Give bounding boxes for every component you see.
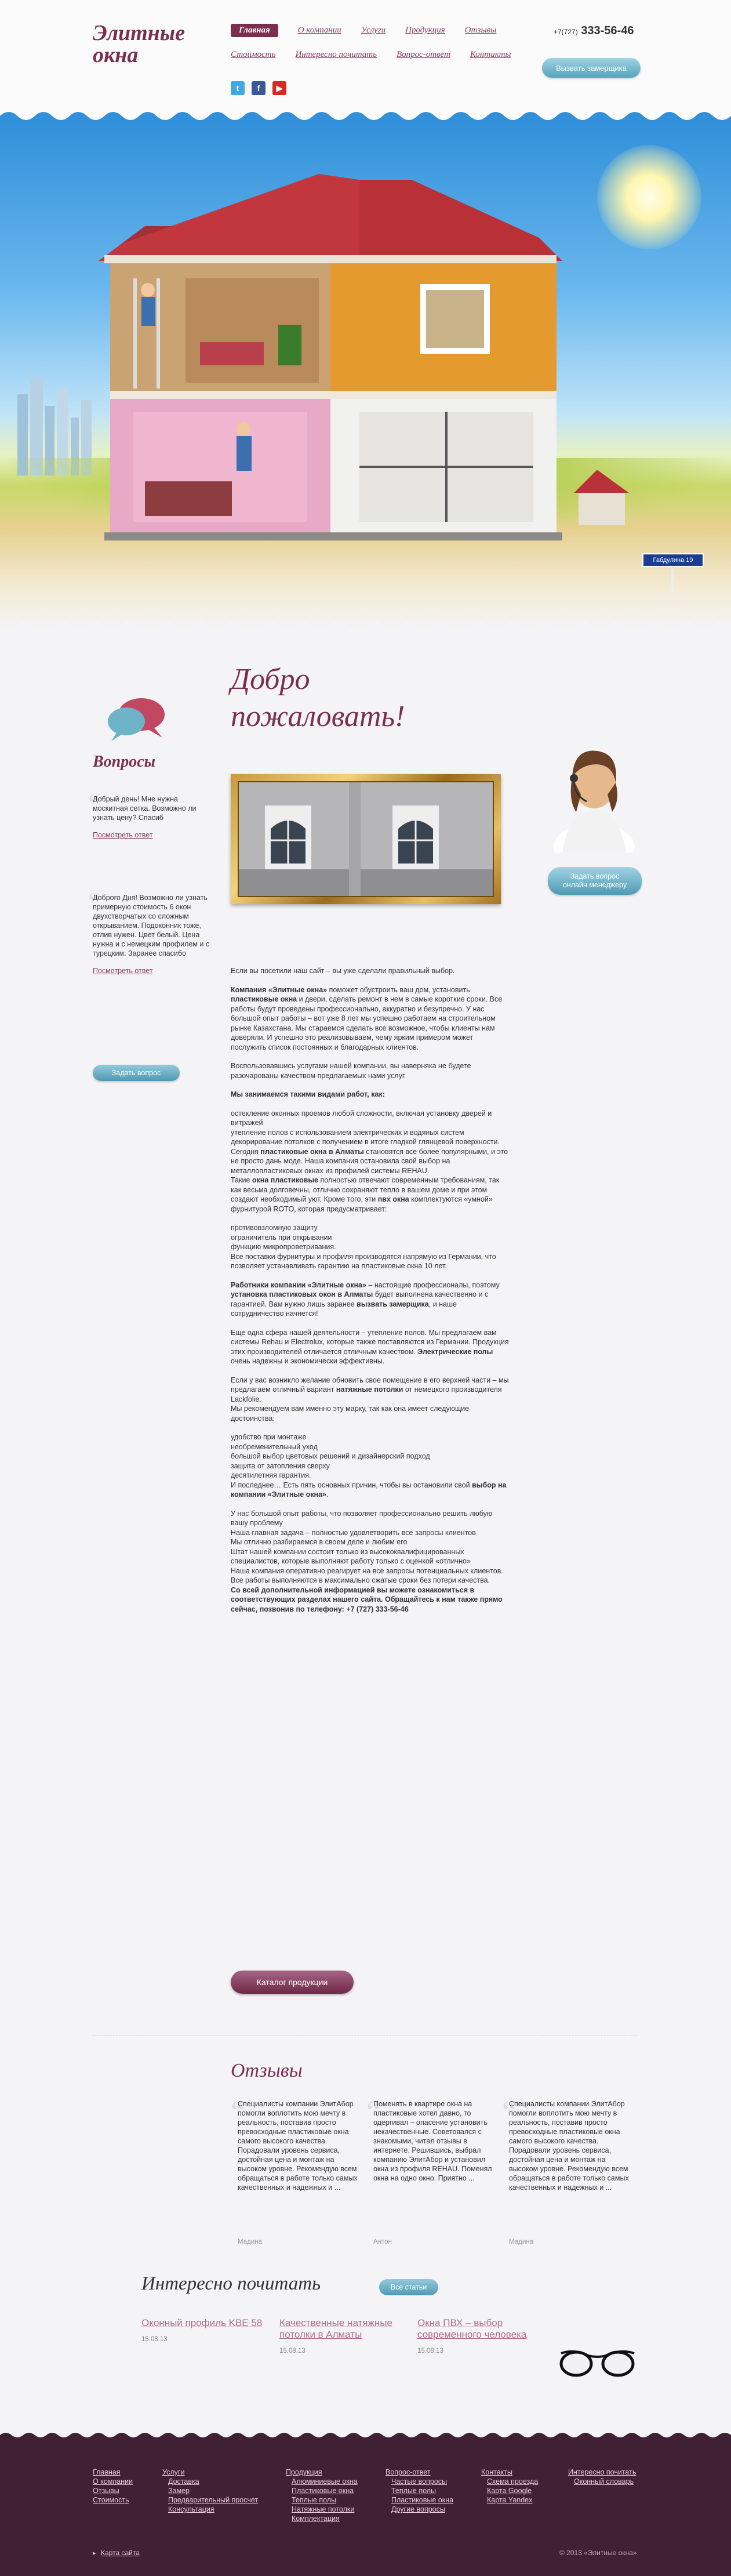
callback-button[interactable]: Вызвать замерщика bbox=[542, 58, 641, 78]
question-text: Доброго Дня! Возможно ли узнать примерную стоимость 6 окон двухстворчатых со сложным открыванием. Подоконник тоже, отлив нужен. Цвет белый. Цена нужна и с немецким профилем и с турецким. Заранее спасибо bbox=[93, 894, 210, 957]
review-author: Мадина bbox=[509, 2238, 533, 2245]
social-links bbox=[231, 81, 286, 95]
footer-col-products bbox=[286, 2468, 358, 2523]
quote-icon: “ bbox=[502, 2094, 517, 2130]
article-paragraph bbox=[231, 1080, 509, 1090]
logo-line1: Элитные bbox=[93, 21, 185, 45]
nav-reviews[interactable]: Отзывы bbox=[464, 26, 497, 35]
review-text: Поменять в квартире окна на пластиковые хотел давно, то одергивал – опасение установить некачественные. Советовался с знакомыми, читал отзывы в интернете. Решившись, выбрал компанию ЭлитАбор и установил окна из профиля REHAU. Поменял окна на одно окно. Приятно ... bbox=[373, 2100, 492, 2182]
article-paragraph: Еще одна сфера нашей деятельности – утепление полов. Мы предлагаем вам системы Rehau и Electrolux, которые также поставляются из Германии. Продукция этих производителей отличается отличным качеством. Электрические полы очень надежны и экономически эффективны. bbox=[231, 1328, 509, 1365]
article-paragraph: Воспользовавшись услугами нашей компании, вы наверняка не будете разочарованы качеством предлагаемых нами услуг. bbox=[231, 1062, 471, 1080]
building-photo-frame bbox=[231, 774, 501, 904]
article-paragraph: Наша компания оперативно реагирует на все запросы потенциальных клиентов. Все работы выполняются в максимально сжатые сроки без потери качества. bbox=[231, 1566, 503, 1584]
nav-about[interactable]: О компании bbox=[297, 26, 341, 35]
review-card bbox=[231, 2094, 362, 2256]
article-paragraph: Со всей дополнительной информацией вы можете ознакомиться в соответствующих разделах нашего сайта. Обращайтесь к нам также прямо сейчас, позвонив по телефону: +7 (727) 333-56-46 bbox=[231, 1585, 503, 1613]
chat-bubbles-icon bbox=[106, 696, 169, 742]
logo[interactable] bbox=[93, 22, 185, 66]
hero-top-wave bbox=[0, 110, 731, 125]
article-paragraph: большой выбор цветовых решений и дизайнерский подход bbox=[231, 1452, 430, 1460]
article-paragraph: ограничитель при открывании bbox=[231, 1233, 332, 1242]
footer-link[interactable]: Доставка bbox=[168, 2477, 199, 2486]
review-card bbox=[502, 2094, 633, 2256]
view-answer-link[interactable]: Посмотреть ответ bbox=[93, 967, 153, 975]
nav-products[interactable]: Продукция bbox=[405, 26, 445, 35]
article-card bbox=[417, 2317, 547, 2354]
article-paragraph: Если вы посетили наш сайт – вы уже сделали правильный выбор. bbox=[231, 967, 455, 975]
footer-link[interactable]: Теплые полы bbox=[391, 2487, 437, 2495]
footer-col-services bbox=[162, 2468, 258, 2514]
footer-heading-link[interactable]: Интересно почитать bbox=[568, 2468, 637, 2476]
twitter-icon[interactable]: t bbox=[231, 81, 245, 95]
nav-services[interactable]: Услуги bbox=[361, 26, 386, 35]
article-link[interactable]: Оконный профиль KBE 58 bbox=[141, 2317, 263, 2328]
online-manager-button[interactable] bbox=[548, 867, 642, 895]
nav-articles[interactable]: Интересно почитать bbox=[295, 50, 377, 59]
footer-sitemap bbox=[93, 2549, 140, 2557]
article-card bbox=[279, 2317, 409, 2354]
footer-link[interactable]: Отзывы bbox=[93, 2487, 119, 2495]
main-nav-row1 bbox=[231, 26, 516, 37]
all-articles-button[interactable]: Все статьи bbox=[379, 2279, 438, 2295]
footer-link[interactable]: Карта Yandex bbox=[487, 2496, 533, 2504]
article-paragraph bbox=[231, 1500, 509, 1509]
footer-col-main bbox=[93, 2468, 133, 2505]
online-manager-line1: Задать вопрос bbox=[570, 872, 620, 880]
article-paragraph: противовзломную защиту bbox=[231, 1224, 318, 1232]
article-paragraph: Наша главная задача – полностью удовлетворить все запросы клиентов bbox=[231, 1528, 476, 1537]
article-paragraph bbox=[231, 976, 509, 985]
quote-icon: “ bbox=[231, 2094, 245, 2130]
article-paragraph bbox=[231, 1100, 509, 1109]
sidebar-title: Вопросы bbox=[93, 753, 156, 771]
quote-icon: “ bbox=[88, 887, 101, 917]
ask-question-button[interactable]: Задать вопрос bbox=[93, 1065, 180, 1081]
online-manager-line2: онлайн менеджеру bbox=[562, 881, 627, 889]
footer-link[interactable]: Главная bbox=[93, 2468, 121, 2476]
youtube-icon[interactable]: ▶ bbox=[272, 81, 286, 95]
article-paragraph: Такие окна пластиковые полностью отвечают современным требованиям, так как весьма долговечны, отлично сохраняют тепло в вашем доме и при этом создают необходимый уют. Кроме того, эти пвх окна комплектуются «умной» фурнитурой ROTO, которая предусматривает: bbox=[231, 1176, 500, 1213]
footer-link[interactable]: Замер bbox=[168, 2487, 190, 2495]
article-paragraph: И последнее… Есть пять основных причин, чтобы вы остановили свой выбор на компании «Элитные окна». bbox=[231, 1481, 507, 1499]
footer-link[interactable]: Пластиковые окна bbox=[391, 2496, 454, 2504]
quote-icon: “ bbox=[366, 2094, 381, 2130]
operator-avatar bbox=[551, 736, 638, 852]
hero-banner bbox=[0, 110, 731, 632]
nav-contacts[interactable]: Контакты bbox=[470, 50, 511, 59]
article-link[interactable]: Окна ПВХ – выбор современного человека bbox=[417, 2317, 527, 2340]
footer-link[interactable]: Предварительный просчет bbox=[168, 2496, 259, 2504]
footer-col-contacts bbox=[481, 2468, 538, 2505]
question-item bbox=[88, 887, 214, 975]
article-paragraph: Штат нашей компании состоит только из высококвалифицированных специалистов, которые выполняют работу только с оценкой «отлично» bbox=[231, 1547, 471, 1565]
facebook-icon[interactable]: f bbox=[252, 81, 266, 95]
phone-number bbox=[554, 24, 634, 38]
footer-link[interactable]: Пластиковые окна bbox=[292, 2487, 354, 2495]
footer-heading-link[interactable]: Продукция bbox=[286, 2468, 322, 2476]
copyright: © 2013 «Элитные окна» bbox=[559, 2549, 637, 2557]
question-item bbox=[88, 788, 214, 840]
page-title-line2: пожаловать! bbox=[231, 700, 405, 733]
article-paragraph: необременительный уход bbox=[231, 1442, 318, 1451]
article-paragraph: Сегодня пластиковые окна в Алматы становятся все более популярными, и это не просто дань моде. Наша компания остановила свой выбор на металлопластиковых окнах из профилей системы REHAU. bbox=[231, 1147, 508, 1175]
article-paragraph: Работники компании «Элитные окна» – настоящие профессионалы, поэтому установка пластиковых окон в Алматы будет выполнена качественно и с гарантией. Вам нужно лишь заранее вызвать замерщика, и наше сотрудничество начнется! bbox=[231, 1280, 500, 1318]
article-paragraph: У нас большой опыт работы, что позволяет профессионально решить любую вашу проблему bbox=[231, 1509, 493, 1527]
phone-code: +7(727) bbox=[554, 28, 578, 36]
signpost bbox=[671, 568, 674, 597]
article-paragraph bbox=[231, 1052, 509, 1061]
article-date: 15.08.13 bbox=[141, 2336, 168, 2343]
hero-bottom-wave bbox=[0, 617, 731, 632]
footer-link[interactable]: Другие вопросы bbox=[391, 2505, 445, 2513]
article-paragraph: Если у вас возникло желание обновить свое помещение в его верхней части – мы предлагаем отличный вариант натяжные потолки от немецкого производителя Lackfolie. bbox=[231, 1376, 509, 1403]
address-sign: Габдулина 19 bbox=[642, 553, 704, 567]
article-date: 15.08.13 bbox=[279, 2348, 306, 2354]
article-paragraph: Мы занимаемся такими видами работ, как: bbox=[231, 1090, 385, 1098]
footer-link[interactable]: Алюминиевые окна bbox=[292, 2477, 358, 2486]
nav-prices[interactable]: Стоимость bbox=[231, 50, 276, 59]
catalog-button[interactable]: Каталог продукции bbox=[231, 1971, 354, 1994]
article-card bbox=[141, 2317, 271, 2343]
view-answer-link[interactable]: Посмотреть ответ bbox=[93, 831, 153, 839]
footer-col-faq bbox=[385, 2468, 453, 2514]
article-paragraph bbox=[231, 1423, 509, 1432]
footer-link[interactable]: Натяжные потолки bbox=[292, 2505, 355, 2513]
article-paragraph: функцию микропроветривания. bbox=[231, 1243, 336, 1251]
footer-link[interactable]: Оконный словарь bbox=[574, 2477, 634, 2486]
article-paragraph bbox=[231, 1214, 509, 1223]
article-paragraph: защита от затопления сверху bbox=[231, 1461, 330, 1470]
article-paragraph bbox=[231, 1271, 509, 1280]
reading-title: Интересно почитать bbox=[141, 2273, 321, 2294]
article-paragraph: декорирование потолков с получением в итоге гладкой глянцевой поверхности. bbox=[231, 1138, 500, 1146]
review-text: Специалисты компании ЭлитАбор помогли воплотить мою мечту в реальность, поставив просто превосходные пластиковые окна самого высокого качества. Порадовали уровень сервиса, достойная цена и монтаж на высоком уровне. Рекомендую всем обращаться в работе только самых качественных и надежных и ... bbox=[509, 2100, 629, 2192]
phone-digits: 333-56-46 bbox=[581, 24, 634, 37]
article-paragraph: десятилетняя гарантия. bbox=[231, 1471, 311, 1479]
article-paragraph: удобство при монтаже bbox=[231, 1433, 307, 1441]
glasses-icon bbox=[557, 2343, 638, 2383]
footer-heading-link[interactable]: Вопрос-ответ bbox=[385, 2468, 431, 2476]
question-text: Добрый день! Мне нужна москитная сетка. Возможно ли узнать цену? Спасиб bbox=[93, 795, 197, 822]
footer-link[interactable]: Стоимость bbox=[93, 2496, 129, 2504]
logo-line2: окна bbox=[93, 43, 139, 67]
main-nav-row2 bbox=[231, 50, 531, 60]
page-title bbox=[231, 661, 405, 735]
article-paragraph: остекление оконных проемов любой сложности, включая установку дверей и витражей bbox=[231, 1109, 492, 1127]
review-card bbox=[366, 2094, 497, 2256]
article-paragraph: Мы отлично разбираемся в своем деле и любим его bbox=[231, 1538, 408, 1546]
article-paragraph: Компания «Элитные окна» поможет обустроить ваш дом, установить пластиковые окна и двери, сделать ремонт в нем в самые короткие сроки. Все работы будут проведены профессионально, аккуратно и безупречно. У нас большой опыт работы – вот уже 8 лет мы успешно работаем на строительном рынке Казахстана. Мы стараемся сделать все возможное, чтобы клиенты нам доверяли. И успешно это реализовываем, чему ярким примером может послужить список постоянных и благодарных клиентов. bbox=[231, 985, 503, 1051]
footer-col-reading bbox=[568, 2468, 636, 2486]
article-date: 15.08.13 bbox=[417, 2348, 443, 2354]
footer-link[interactable]: Частые вопросы bbox=[391, 2477, 448, 2486]
review-text: Специалисты компании ЭлитАбор помогли воплотить мою мечту в реальность, поставив просто превосходные пластиковые окна самого высокого качества. Порадовали уровень сервиса, достойная цена и монтаж на высоком уровне. Рекомендую всем обращаться в работе только самых качественных и надежных и ... bbox=[238, 2100, 358, 2192]
site-footer bbox=[0, 2439, 731, 2576]
nav-home[interactable]: Главная bbox=[231, 24, 278, 37]
building-photo bbox=[238, 781, 494, 897]
house-illustration bbox=[87, 168, 632, 592]
footer-link[interactable]: Консультация bbox=[168, 2505, 214, 2513]
footer-heading-link[interactable]: Контакты bbox=[481, 2468, 512, 2476]
article-paragraph bbox=[231, 1319, 509, 1328]
review-author: Антон bbox=[373, 2238, 392, 2245]
footer-link[interactable]: Теплые полы bbox=[292, 2496, 337, 2504]
article-paragraph: Все поставки фурнитуры и профиля производятся напрямую из Германии, что позволяет устанавливать гарантию на пластиковые окна 10 лет. bbox=[231, 1252, 496, 1270]
sitemap-icon: ▸ bbox=[93, 2550, 96, 2557]
nav-faq[interactable]: Вопрос-ответ bbox=[396, 50, 450, 59]
article-paragraph: Мы рекомендуем вам именно эту марку, так как она имеет следующие достоинства: bbox=[231, 1405, 470, 1423]
footer-wave bbox=[0, 2430, 731, 2440]
review-author: Мадина bbox=[238, 2238, 262, 2245]
footer-link[interactable]: О компании bbox=[93, 2477, 133, 2486]
sitemap-link[interactable]: Карта сайта bbox=[101, 2549, 140, 2557]
reviews-title: Отзывы bbox=[231, 2060, 303, 2081]
article-paragraph: утепление полов с использованием электрических и водяных систем bbox=[231, 1128, 464, 1137]
footer-link[interactable]: Комплектация bbox=[292, 2515, 340, 2523]
page-title-line1: Добро bbox=[231, 663, 310, 696]
article-link[interactable]: Качественные натяжные потолки в Алматы bbox=[279, 2317, 392, 2340]
article-body bbox=[231, 966, 509, 1614]
article-paragraph bbox=[231, 1366, 509, 1376]
building-facade-image bbox=[239, 782, 493, 896]
footer-heading-link[interactable]: Услуги bbox=[162, 2468, 185, 2476]
footer-link[interactable]: Карта Google bbox=[487, 2487, 532, 2495]
footer-link[interactable]: Схема проезда bbox=[487, 2477, 539, 2486]
site-header bbox=[0, 0, 731, 116]
quote-icon: “ bbox=[88, 788, 101, 819]
